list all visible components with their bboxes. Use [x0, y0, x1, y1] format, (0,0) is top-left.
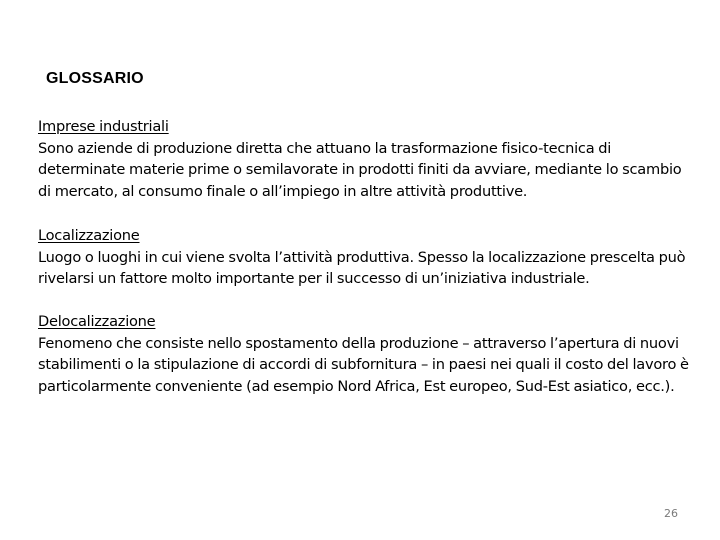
glossary-term: Localizzazione	[38, 227, 140, 244]
page-number: 26	[664, 507, 678, 520]
glossary-definition: Fenomeno che consiste nello spostamento della produzione – attraverso l’apertura di nuovi stabilimenti o la stipulazione di accordi di subfornitura – in paesi nei quali il costo del lavoro è particolarmente conveniente (ad esempio Nord Africa, Est europeo, Sud-Est asiatico, ecc.).	[38, 334, 689, 395]
glossary-definition: Sono aziende di produzione diretta che attuano la trasformazione fisico-tecnica di determinate materie prime o semilavorate in prodotti finiti da avviare, mediante lo scambio di mercato, al consumo finale o all’impiego in altre attività produttive.	[38, 139, 682, 200]
glossary-term: Imprese industriali	[38, 118, 169, 135]
glossary-definition: Luogo o luoghi in cui viene svolta l’attività produttiva. Spesso la localizzazione prescelta può rivelarsi un fattore molto importante per il successo di un’iniziativa industriale.	[38, 248, 686, 287]
page-title: GLOSSARIO	[46, 70, 144, 87]
glossary-entry-localizzazione	[38, 225, 698, 290]
glossary-entry-delocalizzazione	[38, 311, 698, 397]
glossary-entry-imprese-industriali	[38, 116, 698, 202]
glossary-term: Delocalizzazione	[38, 313, 156, 330]
